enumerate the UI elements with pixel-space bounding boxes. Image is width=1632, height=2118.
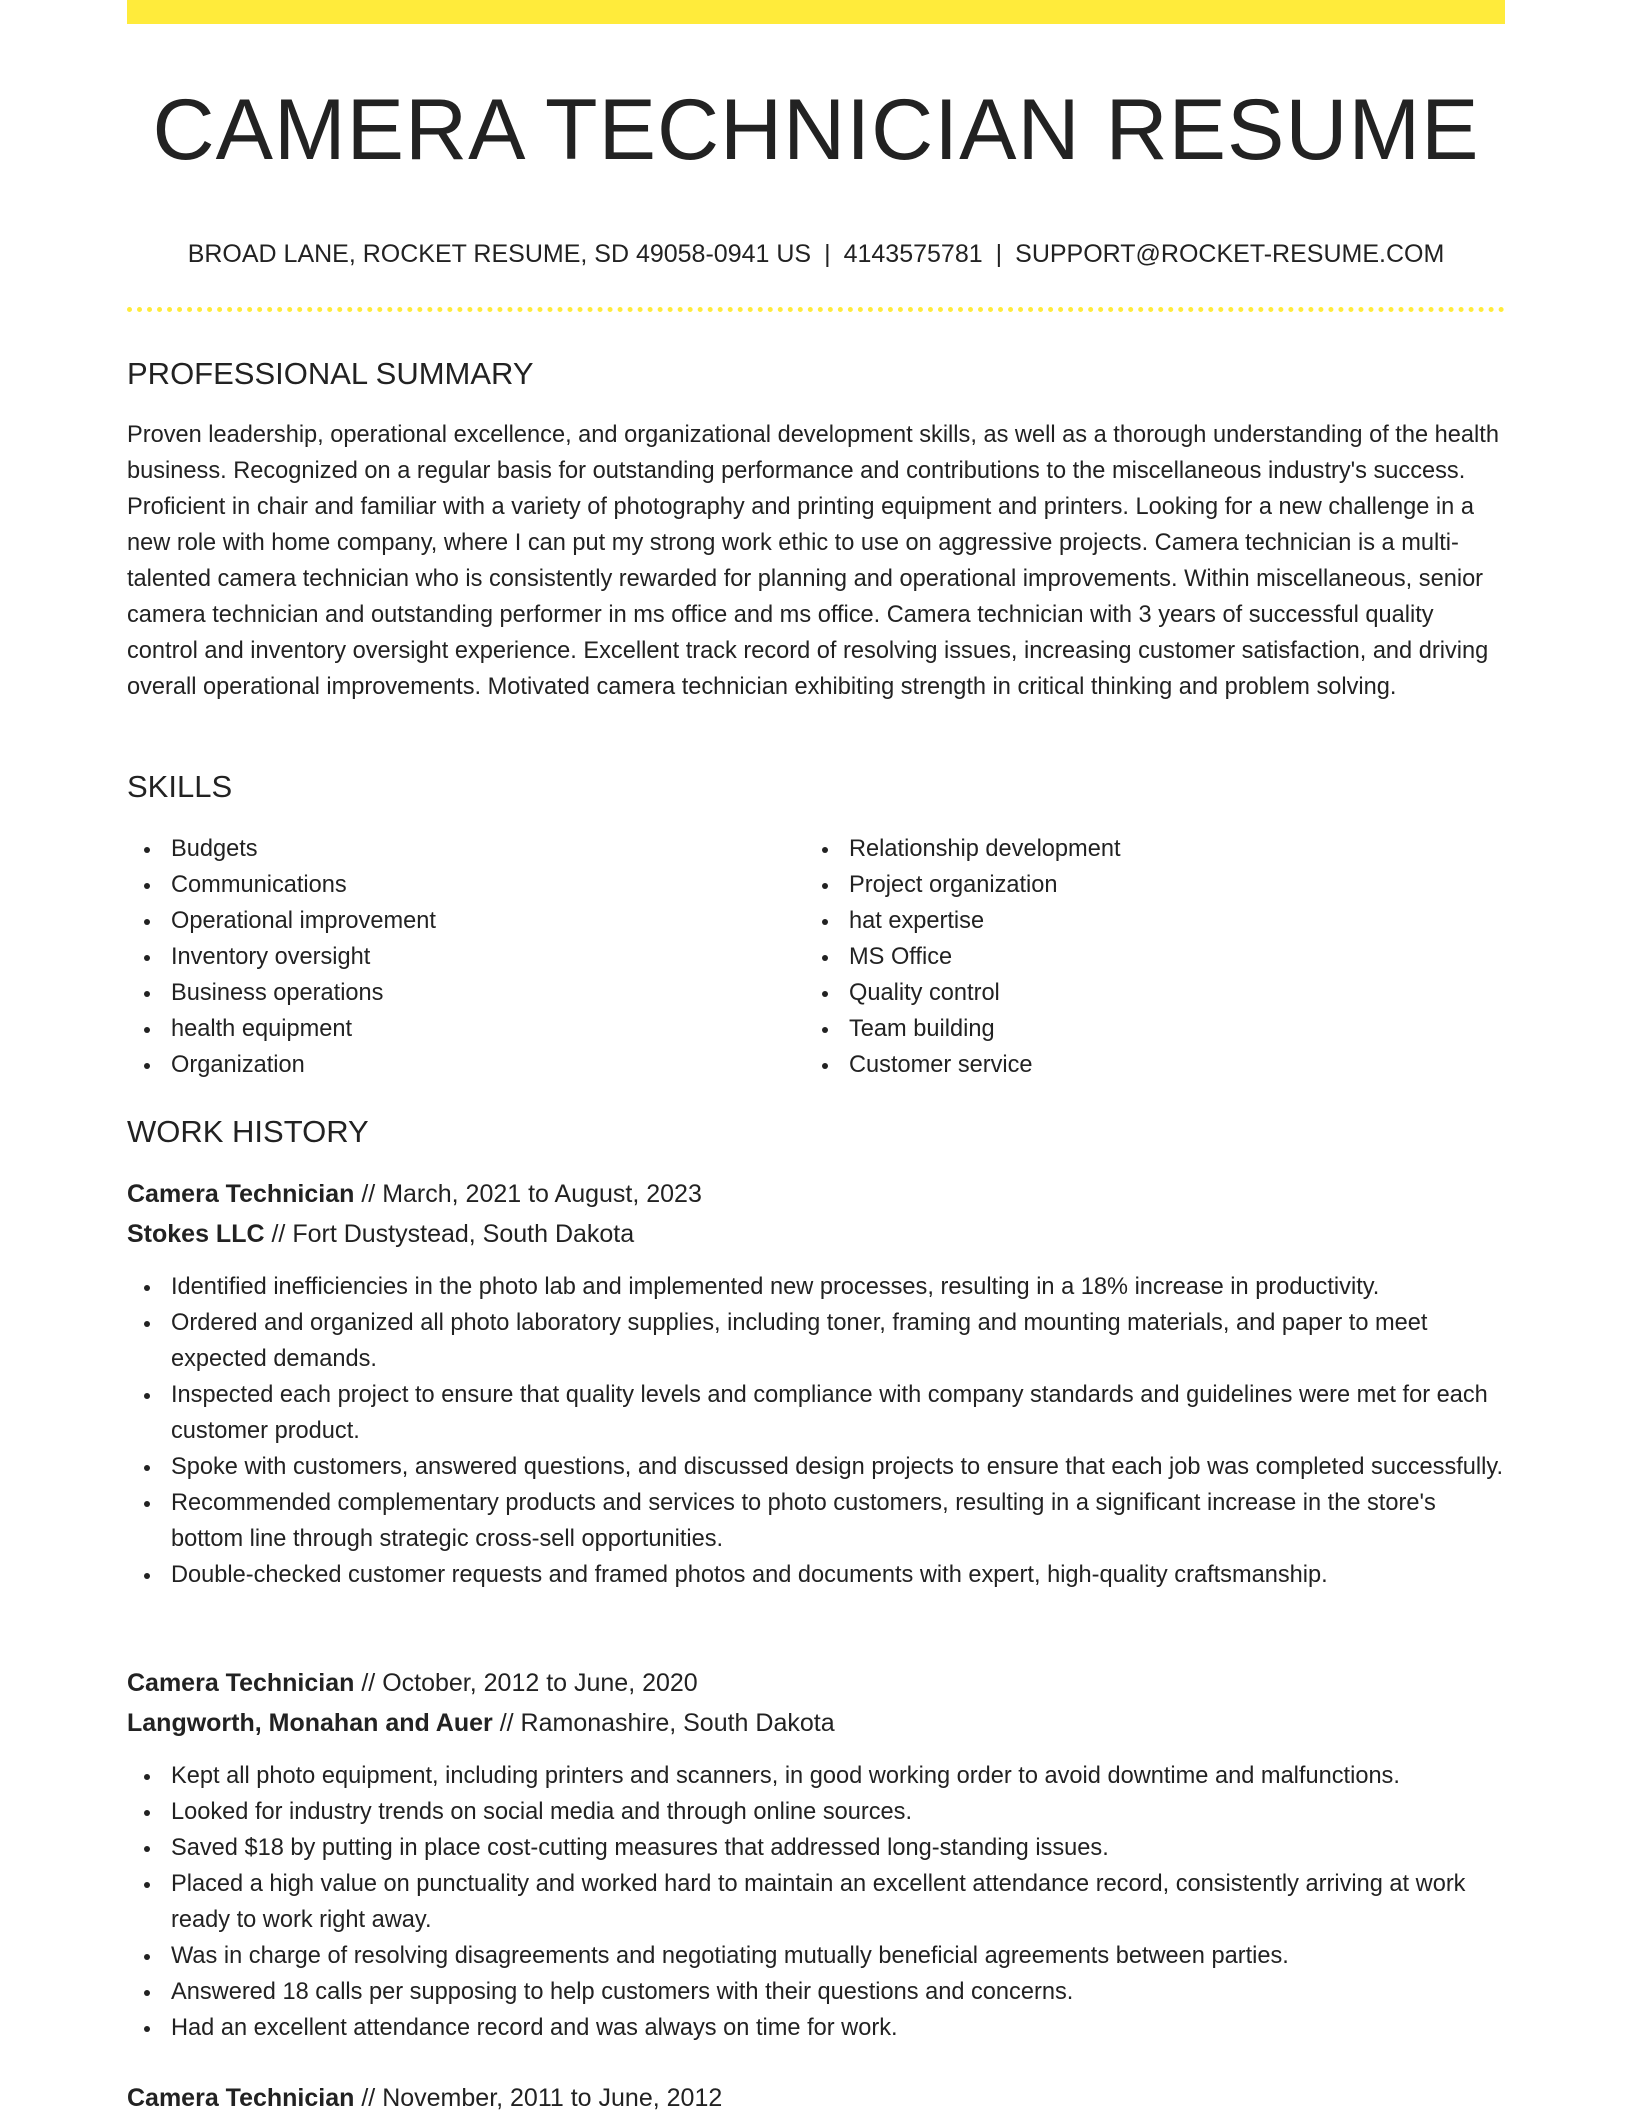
address: BROAD LANE, ROCKET RESUME, SD 49058-0941 US	[187, 240, 812, 268]
skill-item: Business operations	[127, 975, 436, 1011]
job-duties-list	[127, 1269, 1507, 1593]
skill-item: Inventory oversight	[127, 939, 436, 975]
job-duty: Identified inefficiencies in the photo lab and implemented new processes, resulting in a 18% increase in productivity.	[127, 1269, 1507, 1305]
email: SUPPORT@ROCKET-RESUME.COM	[1015, 240, 1445, 268]
skill-item: Project organization	[805, 867, 1121, 903]
job-company-line	[127, 1703, 835, 1743]
phone: 4143575781	[843, 240, 983, 268]
job-title-line	[127, 1663, 698, 1703]
summary-text: Proven leadership, operational excellence, and organizational development skills, as well as a thorough understanding of the health business. Recognized on a regular basis for outstanding performance and contributions to the miscellaneous industry's success. Proficient in chair and familiar with a variety of photography and printing equipment and printers. Looking for a new challenge in a new role with home company, where I can put my strong work ethic to use on aggressive projects. Camera technician is a multi-talented camera technician who is consistently rewarded for planning and operational improvements. Within miscellaneous, senior camera technician and outstanding performer in ms office and ms office. Camera technician with 3 years of successful quality control and inventory oversight experience. Excellent track record of resolving issues, increasing customer satisfaction, and driving overall operational improvements. Motivated camera technician exhibiting strength in critical thinking and problem solving.	[127, 422, 1499, 700]
job-duty: Ordered and organized all photo laboratory supplies, including toner, framing and mounting materials, and paper to meet expected demands.	[127, 1305, 1507, 1377]
job-title-line	[127, 2078, 722, 2118]
accent-top-bar	[127, 0, 1505, 24]
job-duty: Inspected each project to ensure that quality levels and compliance with company standards and guidelines were met for each customer product.	[127, 1377, 1507, 1449]
skill-item: health equipment	[127, 1011, 436, 1047]
dotted-divider	[127, 307, 1505, 312]
job-duty: Answered 18 calls per supposing to help customers with their questions and concerns.	[127, 1974, 1507, 2010]
skill-item: Operational improvement	[127, 903, 436, 939]
job-title: Camera Technician	[127, 2084, 355, 2112]
skill-item: Communications	[127, 867, 436, 903]
skill-item: Budgets	[127, 831, 436, 867]
job-duty: Recommended complementary products and services to photo customers, resulting in a significant increase in the store's bottom line through strategic cross-sell opportunities.	[127, 1485, 1507, 1557]
skill-item: Quality control	[805, 975, 1121, 1011]
job-title: Camera Technician	[127, 1180, 355, 1208]
company-location: // Fort Dustystead, South Dakota	[271, 1220, 635, 1248]
job-duty: Looked for industry trends on social media and through online sources.	[127, 1794, 1507, 1830]
skill-item: hat expertise	[805, 903, 1121, 939]
job-dates: // October, 2012 to June, 2020	[361, 1669, 698, 1697]
contact-line	[127, 237, 1505, 271]
resume-title: CAMERA TECHNICIAN RESUME	[152, 82, 1480, 178]
skill-item: MS Office	[805, 939, 1121, 975]
contact-separator: |	[995, 240, 1003, 268]
skills-heading: SKILLS	[127, 769, 233, 804]
skill-item: Organization	[127, 1047, 436, 1083]
summary-heading: PROFESSIONAL SUMMARY	[127, 356, 534, 391]
skills-list-right	[805, 831, 1121, 1083]
skill-item: Relationship development	[805, 831, 1121, 867]
job-title: Camera Technician	[127, 1669, 355, 1697]
job-duty: Kept all photo equipment, including printers and scanners, in good working order to avoid downtime and malfunctions.	[127, 1758, 1507, 1794]
job-dates: // March, 2021 to August, 2023	[361, 1180, 702, 1208]
company-location: // Ramonashire, South Dakota	[499, 1709, 835, 1737]
company-name: Stokes LLC	[127, 1220, 265, 1248]
skill-item: Customer service	[805, 1047, 1121, 1083]
work-history-heading: WORK HISTORY	[127, 1114, 369, 1149]
skills-list-left	[127, 831, 436, 1083]
job-duties-list	[127, 1758, 1507, 2046]
job-duty: Placed a high value on punctuality and worked hard to maintain an excellent attendance record, consistently arriving at work ready to work right away.	[127, 1866, 1507, 1938]
job-duty: Was in charge of resolving disagreements and negotiating mutually beneficial agreements between parties.	[127, 1938, 1507, 1974]
job-duty: Spoke with customers, answered questions, and discussed design projects to ensure that each job was completed successfully.	[127, 1449, 1507, 1485]
job-company-line	[127, 1214, 634, 1254]
contact-separator: |	[824, 240, 831, 268]
job-duty: Double-checked customer requests and framed photos and documents with expert, high-quality craftsmanship.	[127, 1557, 1507, 1593]
company-name: Langworth, Monahan and Auer	[127, 1709, 493, 1737]
job-duty: Had an excellent attendance record and was always on time for work.	[127, 2010, 1507, 2046]
skill-item: Team building	[805, 1011, 1121, 1047]
job-dates: // November, 2011 to June, 2012	[361, 2084, 723, 2112]
job-duty: Saved $18 by putting in place cost-cutting measures that addressed long-standing issues.	[127, 1830, 1507, 1866]
job-title-line	[127, 1174, 702, 1214]
